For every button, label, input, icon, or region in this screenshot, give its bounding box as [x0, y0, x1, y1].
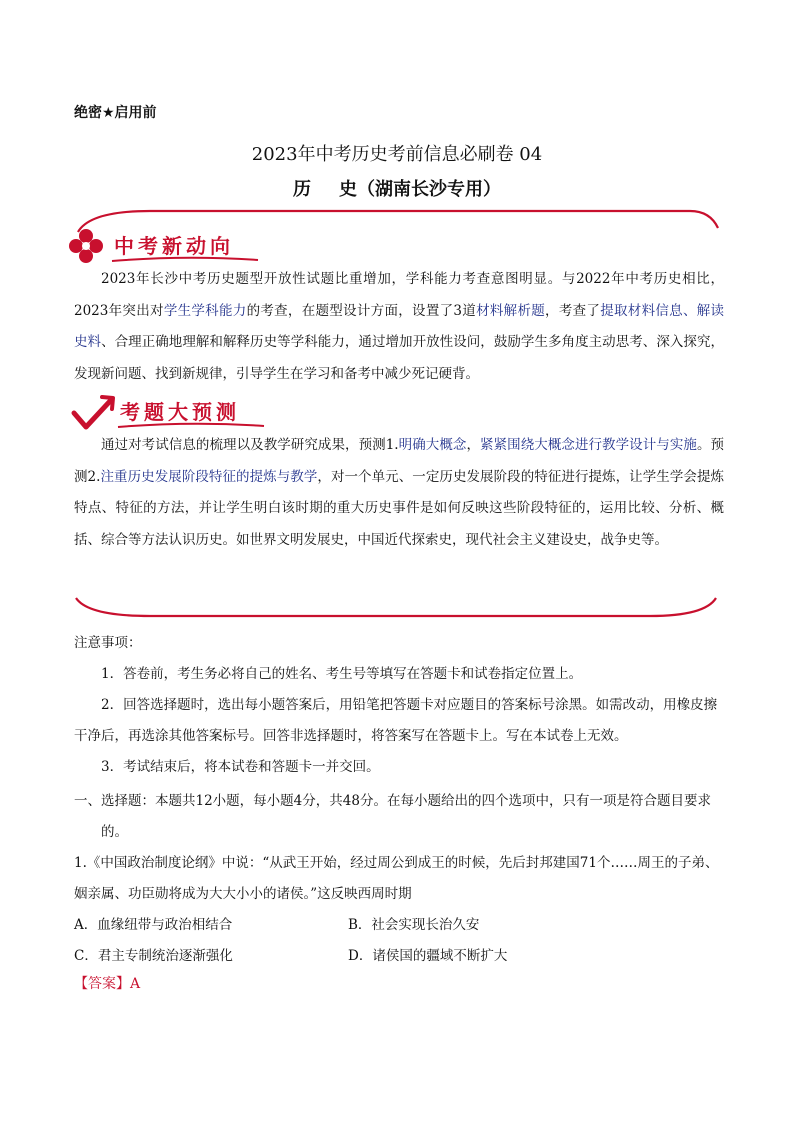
section1-highlight-3: 提取材料信息、解读史料 [74, 302, 725, 350]
subtitle-region: （湖南长沙专用） [357, 179, 501, 200]
section2-highlight-2: 紧紧围绕大概念进行教学设计与实施 [480, 437, 697, 453]
section2-highlight-3: 注重历史发展阶段特征的提炼与教学 [100, 468, 318, 485]
section1-title: 中考新动向 [114, 234, 234, 258]
part1-heading: 一、选择题：本题共12小题，每小题4分，共48分。在每小题给出的四个选项中，只有一项是符合题目要求的。 [74, 793, 711, 840]
option-d: D．诸侯国的疆域不断扩大 [348, 948, 508, 964]
section1-highlight-1: 学生学科能力 [163, 302, 247, 319]
answer-line [74, 973, 140, 993]
confidential-label: 绝密★启用前 [74, 105, 157, 121]
section2-text-a: 通过对考试信息的梳理以及教学研究成果，预测1. [101, 437, 399, 453]
page-title: 2023年中考历史考前信息必刷卷 04 [251, 144, 543, 165]
section1-highlight-2: 材料解析题 [476, 302, 546, 319]
section1-underline [110, 256, 260, 264]
subject-char-1: 历 [293, 179, 311, 200]
section1-paragraph [74, 264, 724, 390]
section2-text-c: 。预测2. [74, 437, 725, 485]
section2-underline [116, 422, 266, 430]
section2-title: 考题大预测 [120, 400, 240, 424]
option-b: B．社会实现长治久安 [348, 917, 480, 933]
section2-paragraph [74, 430, 724, 556]
section1-text-d: 、合理正确地理解和解释历史等学科能力，通过增加开放性设问，鼓励学生多角度主动思考、深入探究，发现新问题、找到新规律，引导学生在学习和备考中减少死记硬背。 [74, 334, 725, 382]
note-item-3: 3．考试结束后，将本试卷和答题卡一并交回。 [101, 759, 380, 775]
note-item-2: 2．回答选择题时，选出每小题答案后，用铅笔把答题卡对应题目的答案标号涂黑。如需改动，用橡皮擦干净后，再选涂其他答案标号。回答非选择题时，将答案写在答题卡上。写在本试卷上无效。 [74, 697, 718, 744]
section2-text-b: ， [466, 437, 481, 453]
option-c: C．君主专制统治逐渐强化 [74, 948, 233, 964]
question-1-stem: 1.《中国政治制度论纲》中说：“从武王开始，经过周公到成王的时候，先后封邦建国71个……周王的子弟、姻亲属、功臣勋将成为大大小小的诸侯。”这反映西周时期 [74, 855, 719, 902]
section1-text-b: 的考查，在题型设计方面，设置了3道 [246, 302, 477, 319]
answer-value: A [130, 976, 141, 992]
question-1 [74, 848, 724, 910]
notes-heading: 注意事项： [74, 635, 142, 651]
check-arrow-icon [70, 393, 116, 433]
subject-char-2: 史 [339, 179, 357, 200]
section2-text-d: ，对一个单元、一定历史发展阶段的特征进行提炼，让学生学会提炼特点、特征的方法，并让学生明白该时期的重大历史事件是如何反映这些阶段特征的，运用比较、分析、概括、综合等方法认识历史。如世界文明发展史，中国近代探索史，现代社会主义建设史，战争史等。 [74, 468, 724, 548]
notes-block [74, 628, 724, 783]
option-a: A．血缘纽带与政治相结合 [74, 917, 233, 933]
clover-icon [66, 226, 106, 266]
section1-text-c: ，考查了 [545, 302, 601, 319]
section2-highlight-1: 明确大概念 [398, 437, 467, 453]
section1-text-a: 2023年长沙中考历史题型开放性试题比重增加，学科能力考查意图明显。与2022年中考历史相比，2023年突出对 [74, 271, 724, 319]
answer-label: 【答案】 [74, 976, 130, 992]
part1-heading-block [74, 786, 724, 848]
note-item-1: 1．答卷前，考生务必将自己的姓名、考生号等填写在答题卡和试卷指定位置上。 [101, 666, 583, 682]
